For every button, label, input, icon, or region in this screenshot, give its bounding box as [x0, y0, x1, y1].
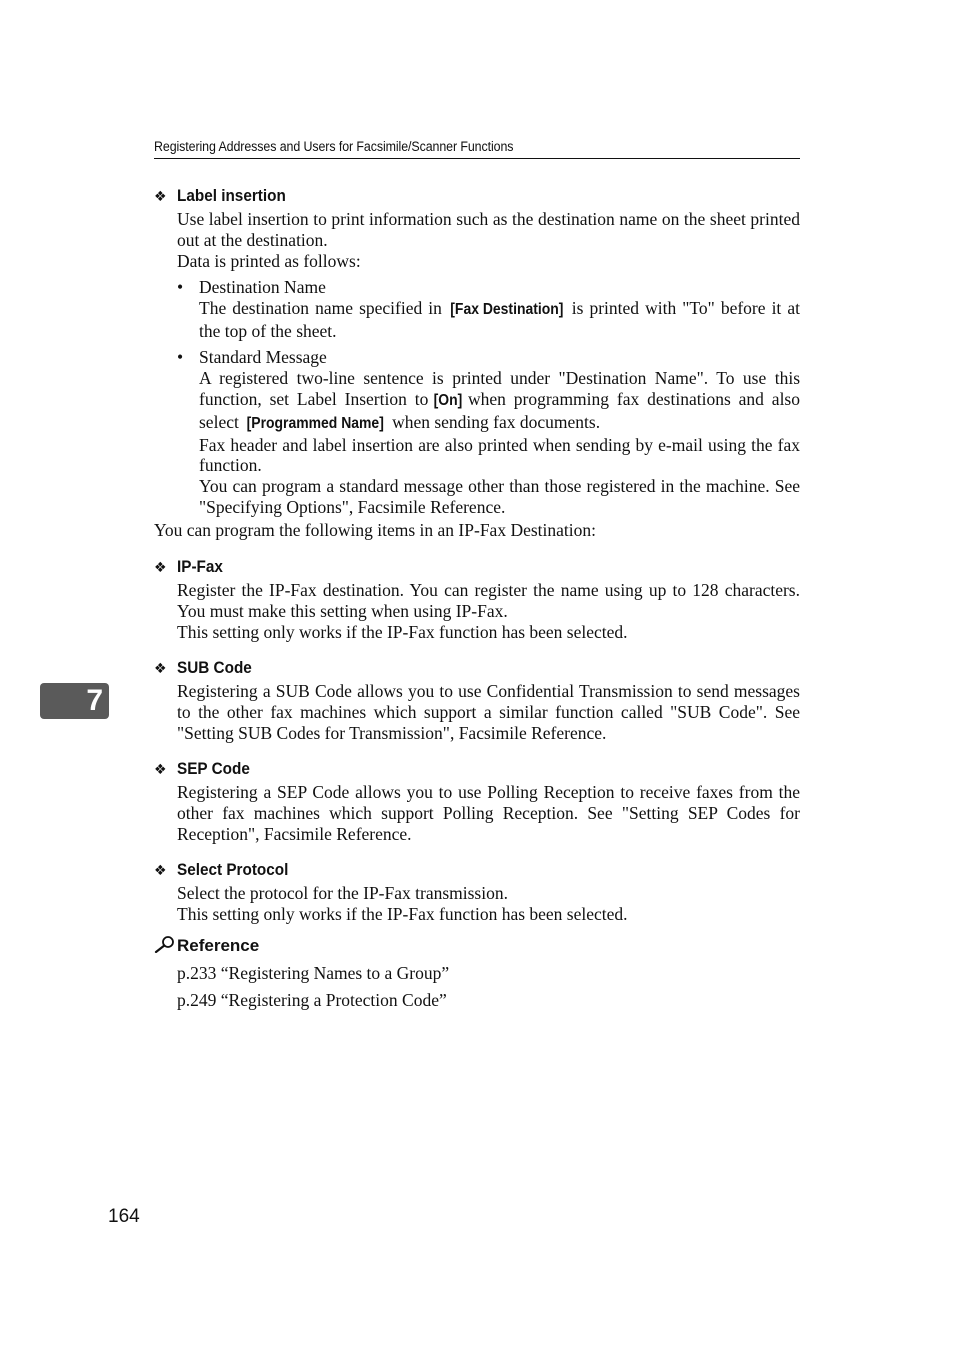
list-item-destination-name — [177, 277, 800, 341]
list-item-title: Standard Message — [199, 347, 327, 368]
key-label-programmed-name: [Programmed Name] — [246, 414, 385, 432]
magnifier-icon — [154, 935, 177, 953]
sub-code-body: Registering a SUB Code allows you to use Confidential Transmission to send messages to the other fax machines which support a similar function called "SUB Code". See "Setting SUB Codes for Transmission", Facsimile Reference. — [177, 681, 800, 743]
reference-link-protection-code[interactable]: p.249 “Registering a Protection Code” — [177, 990, 447, 1010]
bullet-dot-icon: • — [177, 347, 184, 368]
select-protocol-body: Select the protocol for the IP-Fax transmission. This setting only works if the IP-Fax function has been selected. — [177, 883, 628, 924]
list-item-standard-message — [177, 347, 800, 517]
reference-heading: Reference — [154, 935, 259, 956]
diamond-bullet-icon: ❖ — [154, 762, 167, 778]
chapter-number: 7 — [86, 684, 103, 717]
running-header: Registering Addresses and Users for Facsimile/Scanner Functions — [154, 139, 514, 154]
ip-fax-body: Register the IP-Fax destination. You can register the name using up to 128 characters. You must make this setting when using IP-Fax. This setting only works if the IP-Fax function has been selected. — [177, 580, 800, 642]
sep-code-body: Registering a SEP Code allows you to use Polling Reception to receive faxes from the other fax machines which support Polling Reception. See "Setting SEP Codes for Reception", Facsimile Reference. — [177, 782, 800, 844]
key-label-fax-destination: [Fax Destination] — [450, 300, 564, 318]
ipfax-intro: You can program the following items in an IP-Fax Destination: — [154, 520, 596, 540]
diamond-bullet-icon: ❖ — [154, 560, 167, 576]
section-heading-label-insertion: ❖ Label insertion — [154, 186, 286, 205]
diamond-bullet-icon: ❖ — [154, 189, 167, 205]
diamond-bullet-icon: ❖ — [154, 661, 167, 677]
reference-link-group-names[interactable]: p.233 “Registering Names to a Group” — [177, 963, 450, 983]
list-item-text: You can program a standard message other than those registered in the machine. See "Specifying Options", Facsimile Reference. — [199, 476, 800, 517]
list-item-text: Fax header and label insertion are also printed when sending by e-mail using the fax function. — [199, 434, 800, 476]
page-number: 164 — [108, 1206, 140, 1227]
section-heading-sub-code: ❖ SUB Code — [154, 658, 252, 677]
data-printed-text: Data is printed as follows: — [177, 250, 361, 271]
header-rule — [154, 158, 800, 159]
bullet-dot-icon: • — [177, 277, 184, 297]
section-heading-ip-fax: ❖ IP-Fax — [154, 557, 223, 576]
list-item-title: Destination Name — [199, 277, 326, 297]
label-insertion-body — [177, 209, 800, 271]
label-insertion-intro: Use label insertion to print information such as the destination name on the sheet printed out at the destination. — [177, 209, 800, 250]
key-label-on: [On] — [433, 391, 463, 409]
diamond-bullet-icon: ❖ — [154, 863, 167, 879]
label-insertion-list — [177, 277, 800, 518]
section-heading-select-protocol: ❖ Select Protocol — [154, 860, 289, 879]
list-item-text: The destination name specified in [Fax Destination] is printed with "To" before it at the top of the sheet. — [199, 297, 800, 341]
section-heading-sep-code: ❖ SEP Code — [154, 759, 250, 778]
list-item-text: A registered two-line sentence is printed under "Destination Name". To use this function, set Label Insertion to [On] when programming fax destinations and also select [Programmed Name] when sending fax documents. — [199, 368, 800, 434]
chapter-tab — [40, 683, 109, 719]
